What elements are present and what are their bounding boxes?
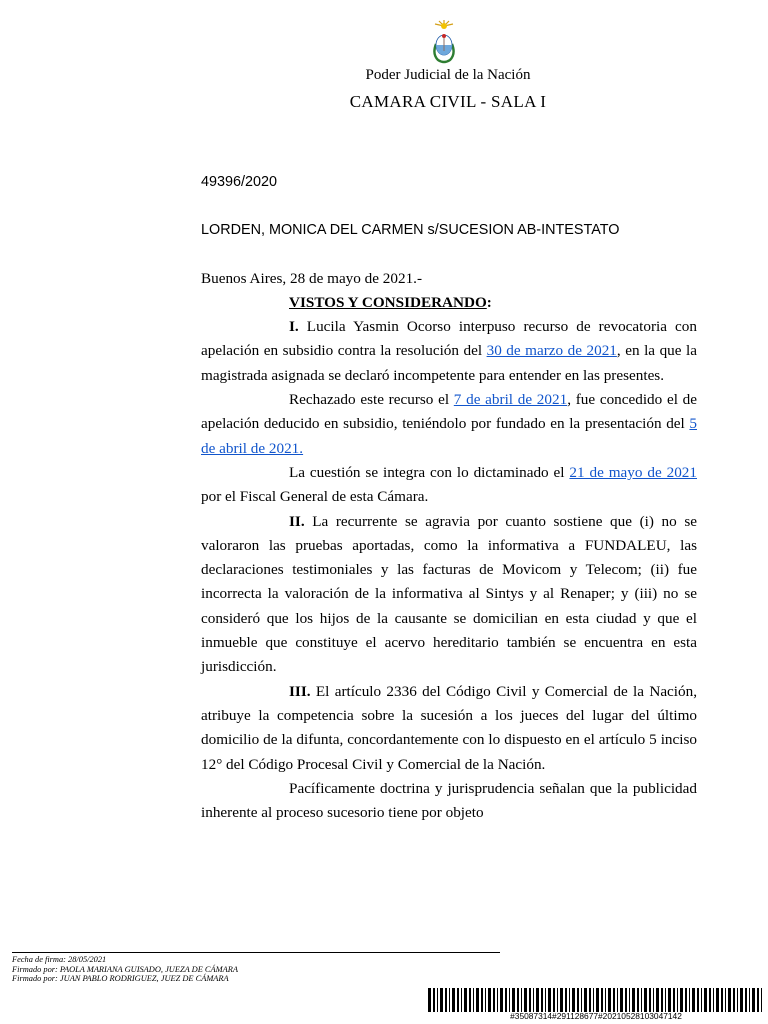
paragraph-text: por el Fiscal General de esta Cámara. — [201, 488, 429, 506]
barcode-bar — [485, 988, 486, 1012]
barcode-bar — [505, 988, 507, 1012]
paragraph-marker: II. — [289, 512, 305, 530]
barcode-bar — [445, 988, 447, 1012]
barcode-bar — [464, 988, 467, 1012]
barcode-bar — [461, 988, 462, 1012]
barcode-bar — [601, 988, 603, 1012]
barcode-bar — [725, 988, 726, 1012]
barcode-bar — [428, 988, 431, 1012]
barcode-bar — [469, 988, 471, 1012]
paragraph-marker: I. — [289, 318, 299, 336]
barcode-bar — [653, 988, 654, 1012]
barcode-bar — [709, 988, 711, 1012]
barcode-bar — [500, 988, 503, 1012]
barcode-bar — [560, 988, 563, 1012]
date-link-30-marzo[interactable]: 30 de marzo de 2021 — [486, 342, 617, 360]
barcode-bar — [493, 988, 495, 1012]
barcode-bar — [533, 988, 534, 1012]
case-number: 49396/2020 — [201, 174, 278, 190]
barcode-bar — [596, 988, 599, 1012]
date-link-5-abril[interactable]: 5 de abril de 2021. — [201, 415, 697, 457]
date-link-7-abril[interactable]: 7 de abril de 2021 — [453, 391, 568, 409]
barcode-bar — [517, 988, 519, 1012]
barcode-bar — [572, 988, 575, 1012]
barcode-bar — [593, 988, 594, 1012]
barcode-bar — [569, 988, 570, 1012]
barcode-bar — [476, 988, 479, 1012]
barcode-bar — [689, 988, 690, 1012]
paragraph-marker: III. — [289, 682, 311, 700]
barcode-bar — [613, 988, 615, 1012]
barcode-bar — [721, 988, 723, 1012]
footer-divider — [12, 952, 500, 953]
barcode-bar — [581, 988, 582, 1012]
barcode-bar — [452, 988, 455, 1012]
signature-date: Fecha de firma: 28/05/2021 — [12, 955, 107, 964]
barcode-bar — [557, 988, 558, 1012]
barcode-bar — [701, 988, 702, 1012]
barcode-bar — [665, 988, 666, 1012]
barcode-bar — [641, 988, 642, 1012]
paragraph-1 — [201, 315, 697, 388]
barcode-bar — [740, 988, 743, 1012]
barcode-bar — [605, 988, 606, 1012]
barcode-bar — [668, 988, 671, 1012]
barcode-bar — [644, 988, 647, 1012]
paragraph-text: Lucila Yasmin Ocorso interpuso recurso de revocatoria con apelación en subsidio contra la resolución del — [201, 318, 697, 360]
barcode-bar — [565, 988, 567, 1012]
barcode-bar — [449, 988, 450, 1012]
signature-line-2: Firmado por: JUAN PABLO RODRIGUEZ, JUEZ DE CÁMARA — [12, 974, 229, 983]
barcode-bar — [584, 988, 587, 1012]
barcode-bar — [680, 988, 683, 1012]
barcode-number: #35087314#291128677#20210528103047142 — [510, 1011, 682, 1021]
barcode-bar — [761, 988, 762, 1012]
paragraph-2 — [201, 388, 697, 461]
institution-header: Poder Judicial de la Nación — [365, 67, 531, 83]
barcode-bar — [737, 988, 738, 1012]
barcode-bar — [632, 988, 635, 1012]
barcode-bar — [457, 988, 459, 1012]
barcode-bar — [521, 988, 522, 1012]
barcode-bar — [545, 988, 546, 1012]
barcode-bar — [728, 988, 731, 1012]
chamber-header: CAMARA CIVIL - SALA I — [349, 92, 547, 111]
section-title-colon: : — [486, 293, 492, 311]
paragraph-4 — [201, 510, 697, 680]
barcode-bar — [512, 988, 515, 1012]
resolution-body — [201, 170, 697, 825]
barcode-bar — [745, 988, 747, 1012]
paragraph-text: , en la que la magistrada asignada se declaró incompetente para entender en las presentes. — [201, 342, 697, 384]
paragraph-text: , fue concedido el de apelación deducido en subsidio, teniéndolo por fundado en la presentación del — [201, 391, 697, 433]
barcode-bar — [716, 988, 719, 1012]
barcode-bar — [713, 988, 714, 1012]
date-link-21-mayo[interactable]: 21 de mayo de 2021 — [569, 463, 697, 481]
barcode-bar — [497, 988, 498, 1012]
section-title — [201, 291, 697, 315]
barcode-bar — [529, 988, 531, 1012]
barcode-bar — [656, 988, 659, 1012]
section-title-text: VISTOS Y CONSIDERANDO — [289, 293, 487, 311]
barcode-bar — [473, 988, 474, 1012]
paragraph-6 — [201, 777, 697, 826]
barcode-bar — [488, 988, 491, 1012]
paragraph-text: Rechazado este recurso el — [289, 391, 454, 409]
barcode-bar — [749, 988, 750, 1012]
barcode-bar — [692, 988, 695, 1012]
barcode-bar — [677, 988, 678, 1012]
barcode-bar — [661, 988, 663, 1012]
case-caption: LORDEN, MONICA DEL CARMEN s/SUCESION AB-INTESTATO — [201, 222, 620, 239]
paragraph-text: La recurrente se agravia por cuanto sostiene que (i) no se valoraron las pruebas aportadas, como la informativa a FUNDALEU, las declaraciones testimoniales y las facturas de Movicom y Telecom; (ii) fue incorrecta la valoración de la informativa al Sintys y al Renaper; y (iii) no se consideró que los hijos de la causante se domicilian en esta ciudad y que el inmueble que constituye el acervo hereditario también se encuentra en esta jurisdicción. — [201, 512, 697, 676]
barcode-bar — [437, 988, 438, 1012]
signature-line-1: Firmado por: PAOLA MARIANA GUISADO, JUEZA DE CÁMARA — [12, 965, 238, 974]
barcode-bar — [589, 988, 591, 1012]
paragraph-text: Pacíficamente doctrina y jurisprudencia señalan que la publicidad inherente al proceso sucesorio tiene por objeto — [201, 779, 697, 822]
barcode-bar — [433, 988, 435, 1012]
barcode-bar — [752, 988, 755, 1012]
barcode-bar — [553, 988, 555, 1012]
barcode-bar — [637, 988, 639, 1012]
barcode-bar — [620, 988, 623, 1012]
barcode-bar — [577, 988, 579, 1012]
barcode-bar — [625, 988, 627, 1012]
barcode-bar — [697, 988, 699, 1012]
barcode-bar — [733, 988, 735, 1012]
barcode-bar — [608, 988, 611, 1012]
barcode-bar — [649, 988, 651, 1012]
paragraph-3 — [201, 461, 697, 510]
barcode-bar — [440, 988, 443, 1012]
barcode-bar — [509, 988, 510, 1012]
barcode-bar — [481, 988, 483, 1012]
place-date: Buenos Aires, 28 de mayo de 2021.- — [201, 269, 423, 287]
barcode-bar — [524, 988, 527, 1012]
barcode-bar — [757, 988, 759, 1012]
barcode-bar — [685, 988, 687, 1012]
barcode-bar — [629, 988, 630, 1012]
barcode — [428, 988, 764, 1012]
national-seal-icon — [428, 20, 460, 64]
barcode-bar — [536, 988, 539, 1012]
barcode-bar — [548, 988, 551, 1012]
barcode-bar — [704, 988, 707, 1012]
barcode-bar — [673, 988, 675, 1012]
paragraph-5 — [201, 680, 697, 777]
paragraph-text: El artículo 2336 del Código Civil y Comercial de la Nación, atribuye la competencia sobre la sucesión a los jueces del lugar del último domicilio de la difunta, concordantemente con lo dispuesto en el artículo 5 inciso 12° del Código Procesal Civil y Comercial de la Nación. — [201, 682, 697, 773]
barcode-bar — [617, 988, 618, 1012]
barcode-bar — [541, 988, 543, 1012]
paragraph-text: La cuestión se integra con lo dictaminado el — [289, 463, 570, 481]
